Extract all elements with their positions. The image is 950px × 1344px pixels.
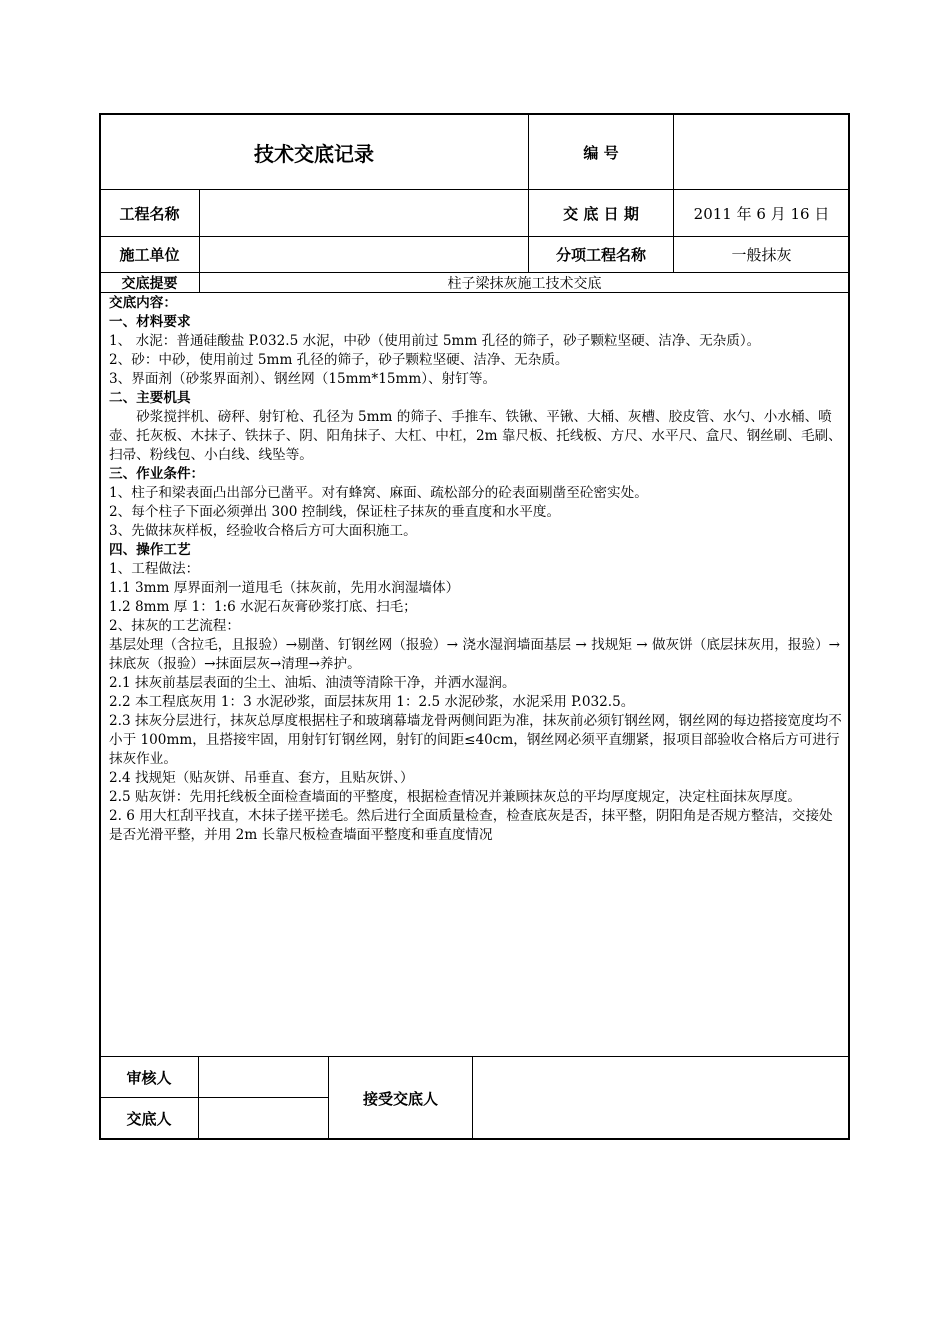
tools-text: 砂浆搅拌机、磅秤、射钉枪、孔径为 5mm 的筛子、手推车、铁锹、平锹、大桶、灰槽、胶皮管、水勺、小水桶、喷壶、托灰板、木抹子、铁抹子、阴、阳角抹子、大杠、中杠，2m 靠尺板、托线板、方尺、水平尺、盒尺、钢丝刷、毛刷、扫帚、粉线包、小白线、线坠等。 — [109, 409, 842, 463]
conditions-item-2: 2、每个柱子下面必须弹出 300 控制线，保证柱子抹灰的垂直度和水平度。 — [109, 504, 561, 520]
summary-label: 交底提要 — [121, 275, 178, 292]
unit-value — [200, 237, 528, 272]
process-item-2: 2、抹灰的工艺流程： — [109, 618, 240, 634]
discloser-value — [199, 1098, 328, 1139]
process-item-2-5: 2.5 贴灰饼：先用托线板全面检查墙面的平整度，根据检查情况并兼顾抹灰总的平均厚度规定，决定柱面抹灰厚度。 — [109, 789, 802, 805]
process-item-2-3: 2.3 抹灰分层进行，抹灰总厚度根据柱子和玻璃幕墙龙骨两侧间距为准，抹灰前必须钉钢丝网，钢丝网的每边搭接宽度均不小于 100mm，且搭接牢固，用射钉钉钢丝网，射钉的间距≤40cm，钢丝网必须平直绷紧，报项目部验收合格后方可进行抹灰作业。 — [109, 713, 842, 767]
receiver-label: 接受交底人 — [362, 1089, 438, 1108]
process-item-2-2: 2.2 本工程底灰用 1：3 水泥砂浆，面层抹灰用 1：2.5 水泥砂浆，水泥采用 P.032.5。 — [109, 694, 635, 710]
disclosure-content — [109, 294, 843, 845]
materials-item-2: 2、砂：中砂，使用前过 5mm 孔径的筛子，砂子颗粒坚硬、洁净、无杂质。 — [109, 352, 569, 368]
project-name-label: 工程名称 — [119, 204, 180, 223]
number-label: 编 号 — [583, 143, 619, 162]
subproject-label: 分项工程名称 — [555, 246, 646, 264]
process-flow: 基层处理（含拉毛，且报验）→剔凿、钉钢丝网（报验）→ 浇水湿润墙面基层 → 找规矩 → 做灰饼（底层抹灰用，报验）→ 抹底灰（报验）→抹面层灰→清理→养护。 — [109, 637, 841, 672]
process-item-1-1: 1.1 3mm 厚界面剂一道甩毛（抹灰前，先用水润湿墙体） — [109, 580, 460, 596]
process-item-1-2: 1.2 8mm 厚 1：1:6 水泥石灰膏砂浆打底、扫毛； — [109, 599, 417, 615]
process-item-2-1: 2.1 抹灰前基层表面的尘土、油垢、油渍等清除干净，并洒水湿润。 — [109, 675, 516, 691]
content-heading: 交底内容： — [109, 295, 177, 311]
reviewer-label: 审核人 — [126, 1068, 172, 1087]
process-item-2-4: 2.4 找规矩（贴灰饼、吊垂直、套方，且贴灰饼、） — [109, 770, 414, 786]
conditions-item-1: 1、柱子和梁表面凸出部分已凿平。对有蜂窝、麻面、疏松部分的砼表面剔凿至砼密实处。 — [109, 485, 648, 501]
summary-value: 柱子梁抹灰施工技术交底 — [447, 275, 602, 292]
discloser-label: 交底人 — [126, 1110, 172, 1128]
receiver-value — [473, 1057, 849, 1139]
section-conditions-title: 三、作业条件： — [109, 466, 205, 482]
process-item-1: 1、工程做法： — [109, 561, 200, 577]
project-name-value — [200, 190, 528, 236]
subproject-value: 一般抹灰 — [731, 246, 792, 264]
reviewer-value — [199, 1057, 328, 1097]
materials-item-1: 1、 水泥：普通硅酸盐 P.032.5 水泥，中砂（使用前过 5mm 孔径的筛子，砂子颗粒坚硬、洁净、无杂质）。 — [109, 333, 761, 349]
document-title: 技术交底记录 — [254, 141, 374, 166]
section-tools-title: 二、主要机具 — [109, 390, 191, 406]
process-item-2-6: 2. 6 用大杠刮平找直，木抹子搓平搓毛。然后进行全面质量检查，检查底灰是否，抹平整，阴阳角是否规方整洁，交接处是否光滑平整，并用 2m 长靠尺板检查墙面平整度和垂直度情况 — [109, 808, 833, 843]
date-label: 交 底 日 期 — [563, 204, 639, 223]
number-value — [674, 115, 849, 189]
section-materials-title: 一、材料要求 — [109, 314, 191, 330]
conditions-item-3: 3、先做抹灰样板，经验收合格后方可大面积施工。 — [109, 523, 417, 539]
unit-label: 施工单位 — [119, 246, 180, 264]
date-value: 2011 年 6 月 16 日 — [693, 204, 830, 223]
section-process-title: 四、操作工艺 — [109, 542, 191, 558]
materials-item-3: 3、界面剂（砂浆界面剂）、钢丝网（15mm*15mm）、射钉等。 — [109, 371, 497, 387]
